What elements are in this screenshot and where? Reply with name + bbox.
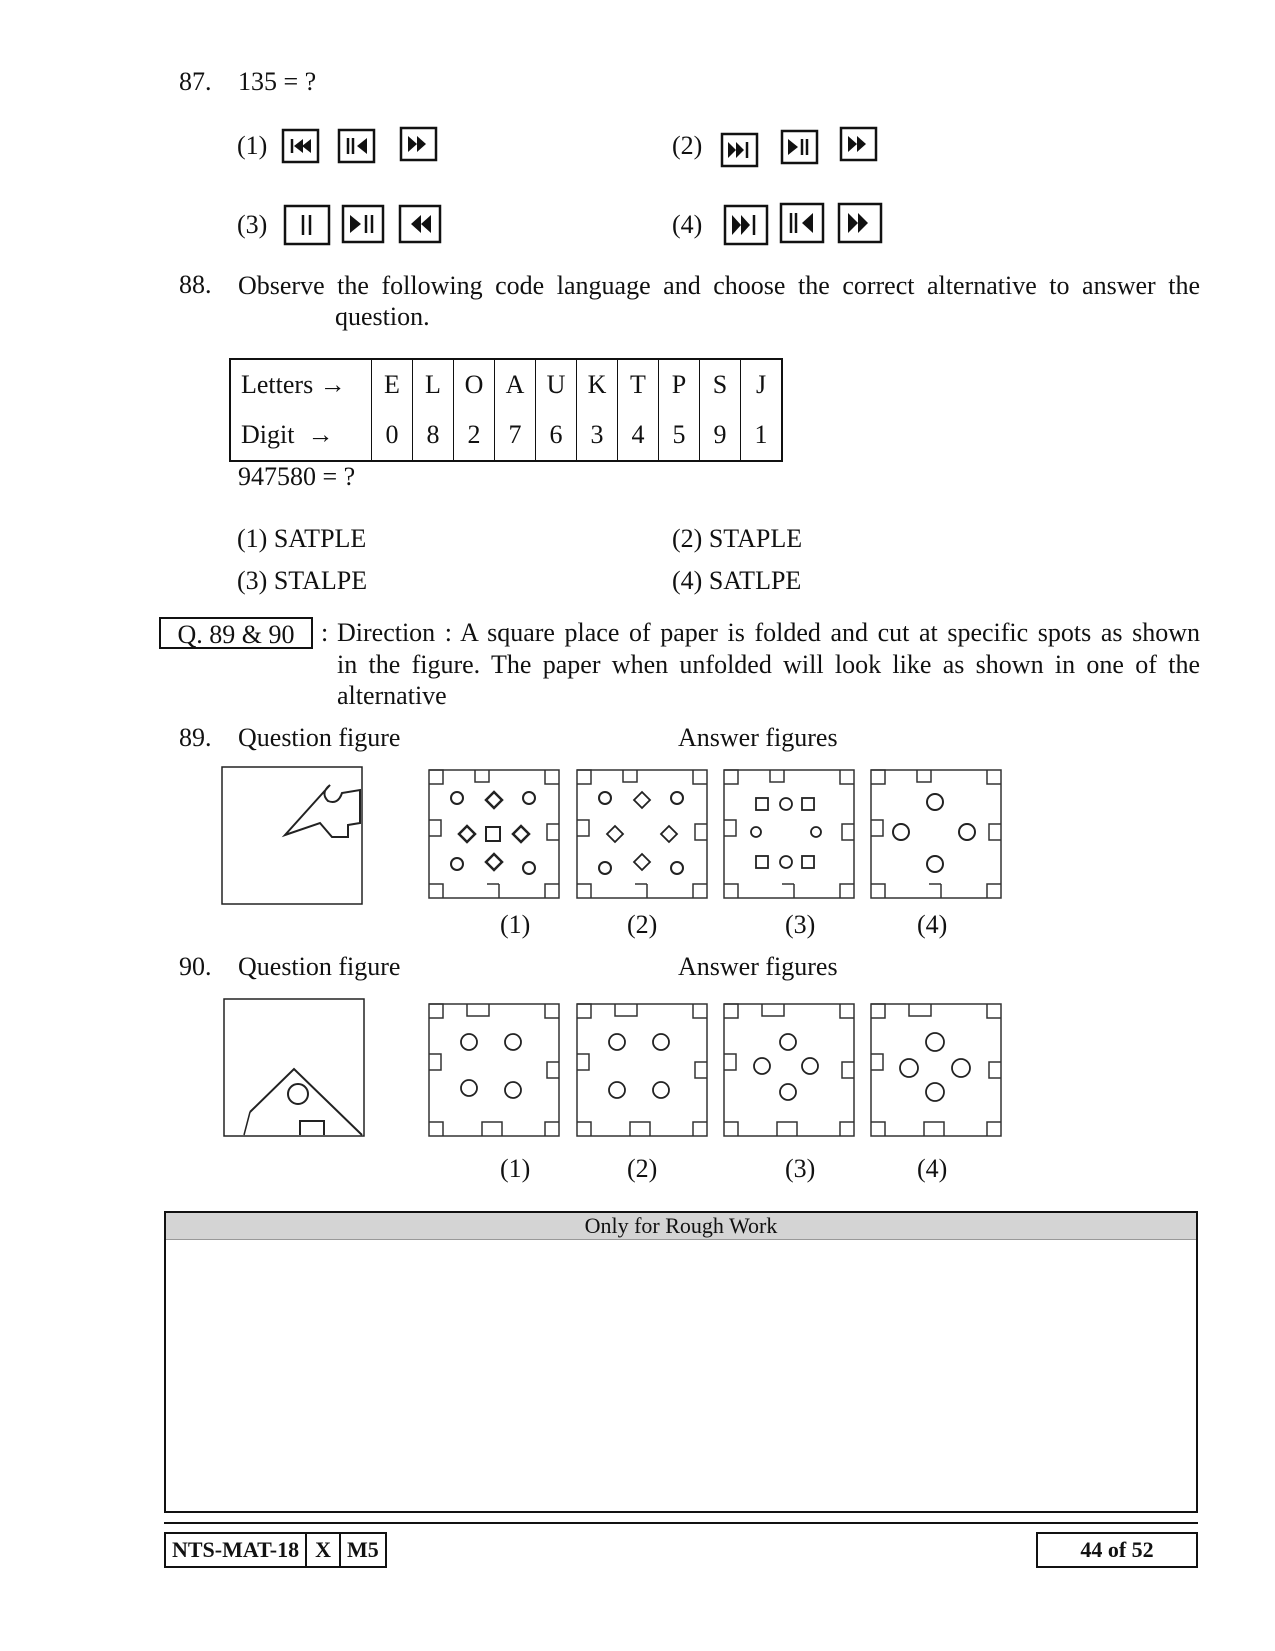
letter-cell: P (659, 359, 700, 410)
digit-cell: 2 (454, 410, 495, 461)
pause-play-icon (336, 126, 378, 166)
page-number: 44 of 52 (1036, 1532, 1198, 1568)
answer-figure-1 (427, 1002, 561, 1138)
row-label: Letters → (241, 370, 346, 399)
option-label: (1) (500, 910, 531, 939)
option-label: (4) (672, 210, 703, 239)
answer-figure-2 (575, 1002, 709, 1138)
fast-forward-icon (398, 124, 440, 164)
digit-cell: 0 (372, 410, 413, 461)
letter-cell: K (577, 359, 618, 410)
answer-figure-3 (722, 1002, 856, 1138)
option-text: STALPE (273, 566, 368, 595)
question-figure (220, 765, 366, 907)
option-label: (4) (917, 910, 948, 939)
option-label: (3) (785, 1154, 816, 1183)
rewind-icon (397, 202, 445, 246)
letter-cell: E (372, 359, 413, 410)
answer-figure-1 (427, 768, 561, 900)
pause-rewind-icon (778, 200, 828, 246)
digit-cell: 3 (577, 410, 618, 461)
rough-work-box (164, 1211, 1198, 1513)
digit-cell: 9 (700, 410, 741, 461)
option-item (672, 524, 802, 554)
question-number: 89. (179, 723, 212, 752)
letter-cell: S (700, 359, 741, 410)
letter-cell: L (413, 359, 454, 410)
direction-line: Direction : A square place of paper is folded and cut at specific spots as shown (337, 618, 1200, 647)
fast-forward-skip-icon (719, 130, 761, 170)
option-label: (2) (627, 910, 658, 939)
play-pause-icon (779, 127, 821, 167)
answer-figure-4 (869, 768, 1003, 900)
direction-colon: : (321, 618, 329, 647)
footer-rule (164, 1522, 1198, 1524)
option-label: (2) (672, 524, 703, 553)
footer-code-box (164, 1532, 387, 1568)
letter-cell: O (454, 359, 495, 410)
rough-work-heading: Only for Rough Work (166, 1213, 1196, 1240)
digit-cell: 1 (741, 410, 783, 461)
option-label: (3) (237, 210, 268, 239)
option-label: (4) (672, 566, 703, 595)
answer-figures-label: Answer figures (678, 952, 838, 981)
question-number: 90. (179, 952, 212, 981)
answer-figure-3 (722, 768, 856, 900)
play-pause-icon (340, 202, 388, 246)
option-text: STAPLE (708, 524, 803, 553)
digits-row (230, 410, 782, 461)
letters-row (230, 359, 782, 410)
digit-cell: 7 (495, 410, 536, 461)
option-label: (3) (237, 566, 268, 595)
fast-forward-skip-icon (722, 202, 772, 248)
footer-set: M5 (347, 1537, 379, 1562)
question-figure-label: Question figure (238, 723, 401, 752)
row-label: Digit → (241, 420, 334, 449)
direction-line: in the figure. The paper when unfolded will look like as shown in one of the (337, 650, 1200, 679)
digit-cell: 6 (536, 410, 577, 461)
option-item (237, 524, 366, 554)
fast-forward-icon (836, 200, 886, 246)
question-figure (222, 997, 368, 1139)
option-text: SATPLE (273, 524, 367, 553)
letter-cell: T (618, 359, 659, 410)
question-number: 88. (179, 270, 212, 299)
letter-cell: J (741, 359, 783, 410)
answer-figures-label: Answer figures (678, 723, 838, 752)
question-figure-label: Question figure (238, 952, 401, 981)
footer-exam-code: NTS-MAT-18 (166, 1534, 307, 1566)
letter-cell: U (536, 359, 577, 410)
direction-box: Q. 89 & 90 (159, 617, 313, 649)
digit-cell: 5 (659, 410, 700, 461)
option-item (237, 566, 367, 596)
answer-figure-2 (575, 768, 709, 900)
direction-line: alternative (337, 681, 447, 710)
option-label: (2) (672, 131, 703, 160)
question-number: 87. (179, 67, 212, 96)
code-query: 947580 = ? (238, 462, 356, 491)
question-prompt: 135 = ? (238, 67, 317, 96)
code-table (229, 358, 783, 462)
option-text: SATLPE (708, 566, 802, 595)
footer-class: X (307, 1534, 341, 1566)
fast-forward-icon (838, 124, 880, 164)
option-label: (3) (785, 910, 816, 939)
option-label: (1) (237, 131, 268, 160)
skip-back-icon (280, 126, 322, 166)
option-label: (1) (500, 1154, 531, 1183)
letter-cell: A (495, 359, 536, 410)
digit-cell: 4 (618, 410, 659, 461)
pause-icon (282, 202, 334, 248)
option-label: (1) (237, 524, 268, 553)
option-label: (4) (917, 1154, 948, 1183)
question-prompt-cont: question. (335, 302, 430, 331)
option-label: (2) (627, 1154, 658, 1183)
digit-cell: 8 (413, 410, 454, 461)
option-item (672, 566, 801, 596)
question-prompt: Observe the following code language and choose the correct alternative to answer the (238, 271, 1200, 300)
answer-figure-4 (869, 1002, 1003, 1138)
